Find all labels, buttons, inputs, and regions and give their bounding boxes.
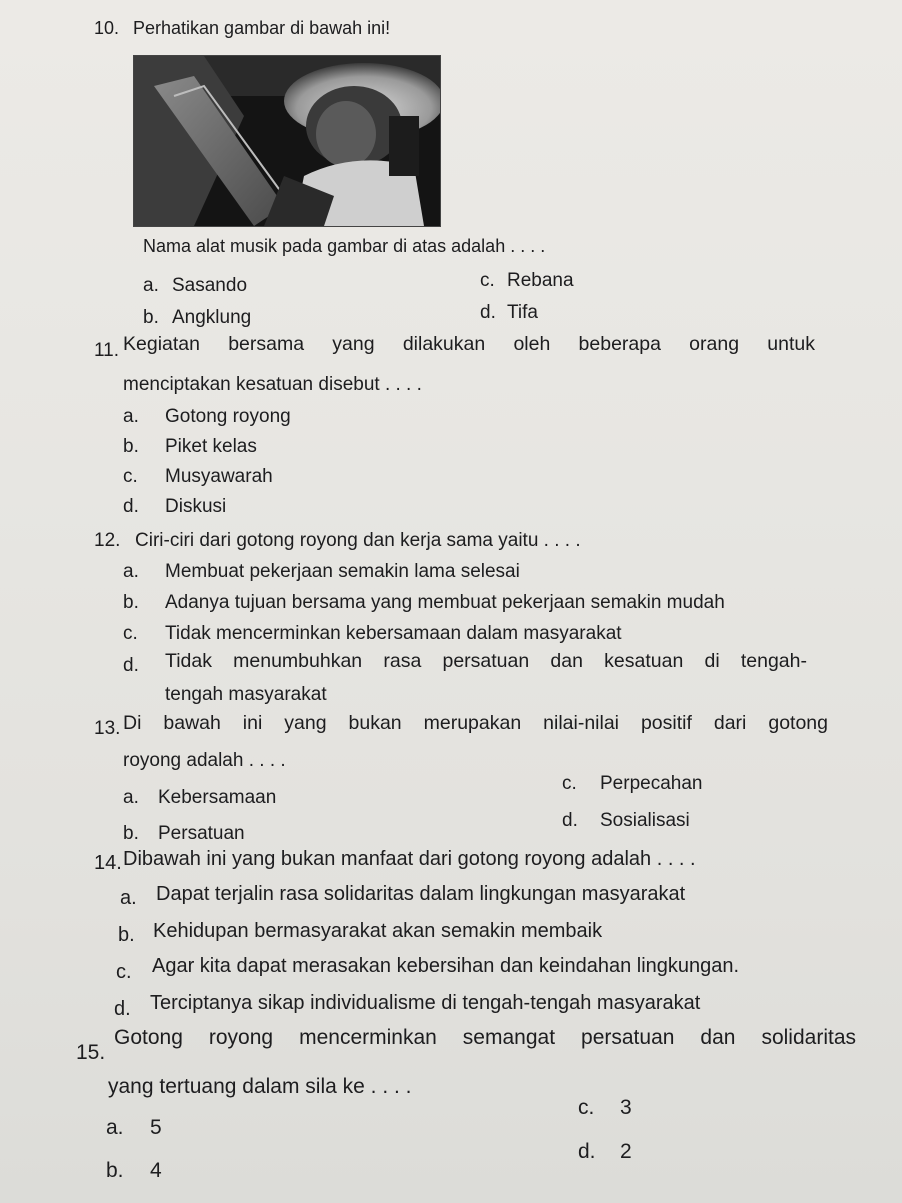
q13-option-d: Sosialisasi bbox=[600, 810, 690, 831]
q14-option-b-letter: b. bbox=[118, 924, 135, 946]
q11-option-a-letter: a. bbox=[123, 406, 139, 427]
q12-question: Ciri-ciri dari gotong royong dan kerja sama yaitu . . . . bbox=[135, 530, 581, 551]
q15-option-b: 4 bbox=[150, 1159, 162, 1182]
q10-option-a-letter: a. bbox=[143, 275, 159, 296]
q10-question: Nama alat musik pada gambar di atas adalah . . . . bbox=[143, 236, 546, 256]
q13-number: 13. bbox=[94, 718, 121, 739]
q11-question-line2: menciptakan kesatuan disebut . . . . bbox=[123, 374, 422, 395]
q14-option-a-letter: a. bbox=[120, 887, 137, 909]
q11-question-line1: Kegiatan bersama yang dilakukan oleh beberapa orang untuk bbox=[123, 333, 815, 355]
q13-question-line1: Di bawah ini yang bukan merupakan nilai-nilai positif dari gotong bbox=[123, 712, 828, 734]
q14-option-c: Agar kita dapat merasakan kebersihan dan keindahan lingkungan. bbox=[152, 955, 740, 977]
q14-option-d-letter: d. bbox=[114, 998, 131, 1020]
q14-option-b: Kehidupan bermasyarakat akan semakin membaik bbox=[153, 920, 603, 942]
q12-option-c-letter: c. bbox=[123, 623, 138, 644]
q13-option-b-letter: b. bbox=[123, 823, 139, 844]
q11-option-d: Diskusi bbox=[165, 496, 227, 517]
q10-option-c: Rebana bbox=[507, 270, 574, 291]
q15-option-c: 3 bbox=[620, 1096, 632, 1119]
q14-number: 14. bbox=[94, 852, 122, 874]
q13-option-c-letter: c. bbox=[562, 773, 577, 794]
q11-option-d-letter: d. bbox=[123, 496, 139, 517]
q14-option-a: Dapat terjalin rasa solidaritas dalam lingkungan masyarakat bbox=[156, 883, 686, 905]
q15-question-line1: Gotong royong mencerminkan semangat persatuan dan solidaritas bbox=[114, 1026, 856, 1049]
q11-option-b: Piket kelas bbox=[165, 436, 257, 457]
q13-option-c: Perpecahan bbox=[600, 773, 703, 794]
q11-option-b-letter: b. bbox=[123, 436, 139, 457]
q12-option-a-letter: a. bbox=[123, 561, 139, 582]
q15-option-b-letter: b. bbox=[106, 1159, 124, 1182]
q12-option-a: Membuat pekerjaan semakin lama selesai bbox=[165, 561, 520, 582]
q10-option-b-letter: b. bbox=[143, 307, 159, 328]
q15-option-a-letter: a. bbox=[106, 1116, 124, 1139]
q10-option-d: Tifa bbox=[507, 302, 538, 323]
q10-option-a: Sasando bbox=[172, 275, 248, 296]
q12-option-c: Tidak mencerminkan kebersamaan dalam masyarakat bbox=[165, 623, 622, 644]
q12-option-b-letter: b. bbox=[123, 592, 139, 613]
q15-option-a: 5 bbox=[150, 1116, 162, 1139]
q10-instruction: Perhatikan gambar di bawah ini! bbox=[133, 18, 391, 38]
q13-option-a-letter: a. bbox=[123, 787, 139, 808]
q11-option-c: Musyawarah bbox=[165, 466, 273, 487]
q12-option-d-letter: d. bbox=[123, 655, 139, 676]
q10-option-b: Angklung bbox=[172, 307, 252, 328]
musician-photo bbox=[133, 55, 441, 227]
q13-option-b: Persatuan bbox=[158, 823, 245, 844]
q12-option-d: Tidak menumbuhkan rasa persatuan dan kesatuan di tengah- bbox=[165, 650, 807, 672]
q10-option-d-letter: d. bbox=[480, 302, 496, 323]
q12-option-d-continued: tengah masyarakat bbox=[165, 684, 327, 705]
q13-option-a: Kebersamaan bbox=[158, 787, 277, 808]
q11-option-c-letter: c. bbox=[123, 466, 138, 487]
q14-option-c-letter: c. bbox=[116, 961, 132, 983]
q11-number: 11. bbox=[94, 340, 120, 361]
q12-number: 12. bbox=[94, 530, 121, 551]
q14-option-d: Terciptanya sikap individualisme di tengah-tengah masyarakat bbox=[150, 992, 701, 1014]
q15-option-d: 2 bbox=[620, 1140, 632, 1163]
q11-option-a: Gotong royong bbox=[165, 406, 291, 427]
q10-option-c-letter: c. bbox=[480, 270, 495, 291]
q15-number: 15. bbox=[76, 1041, 106, 1064]
q13-option-d-letter: d. bbox=[562, 810, 578, 831]
q10-number: 10. bbox=[94, 18, 120, 38]
q15-question-line2: yang tertuang dalam sila ke . . . . bbox=[108, 1075, 412, 1098]
q14-question: Dibawah ini yang bukan manfaat dari gotong royong adalah . . . . bbox=[123, 848, 696, 870]
q15-option-c-letter: c. bbox=[578, 1096, 595, 1119]
q12-option-b: Adanya tujuan bersama yang membuat pekerjaan semakin mudah bbox=[165, 592, 725, 613]
q13-question-line2: royong adalah . . . . bbox=[123, 750, 286, 771]
q15-option-d-letter: d. bbox=[578, 1140, 596, 1163]
